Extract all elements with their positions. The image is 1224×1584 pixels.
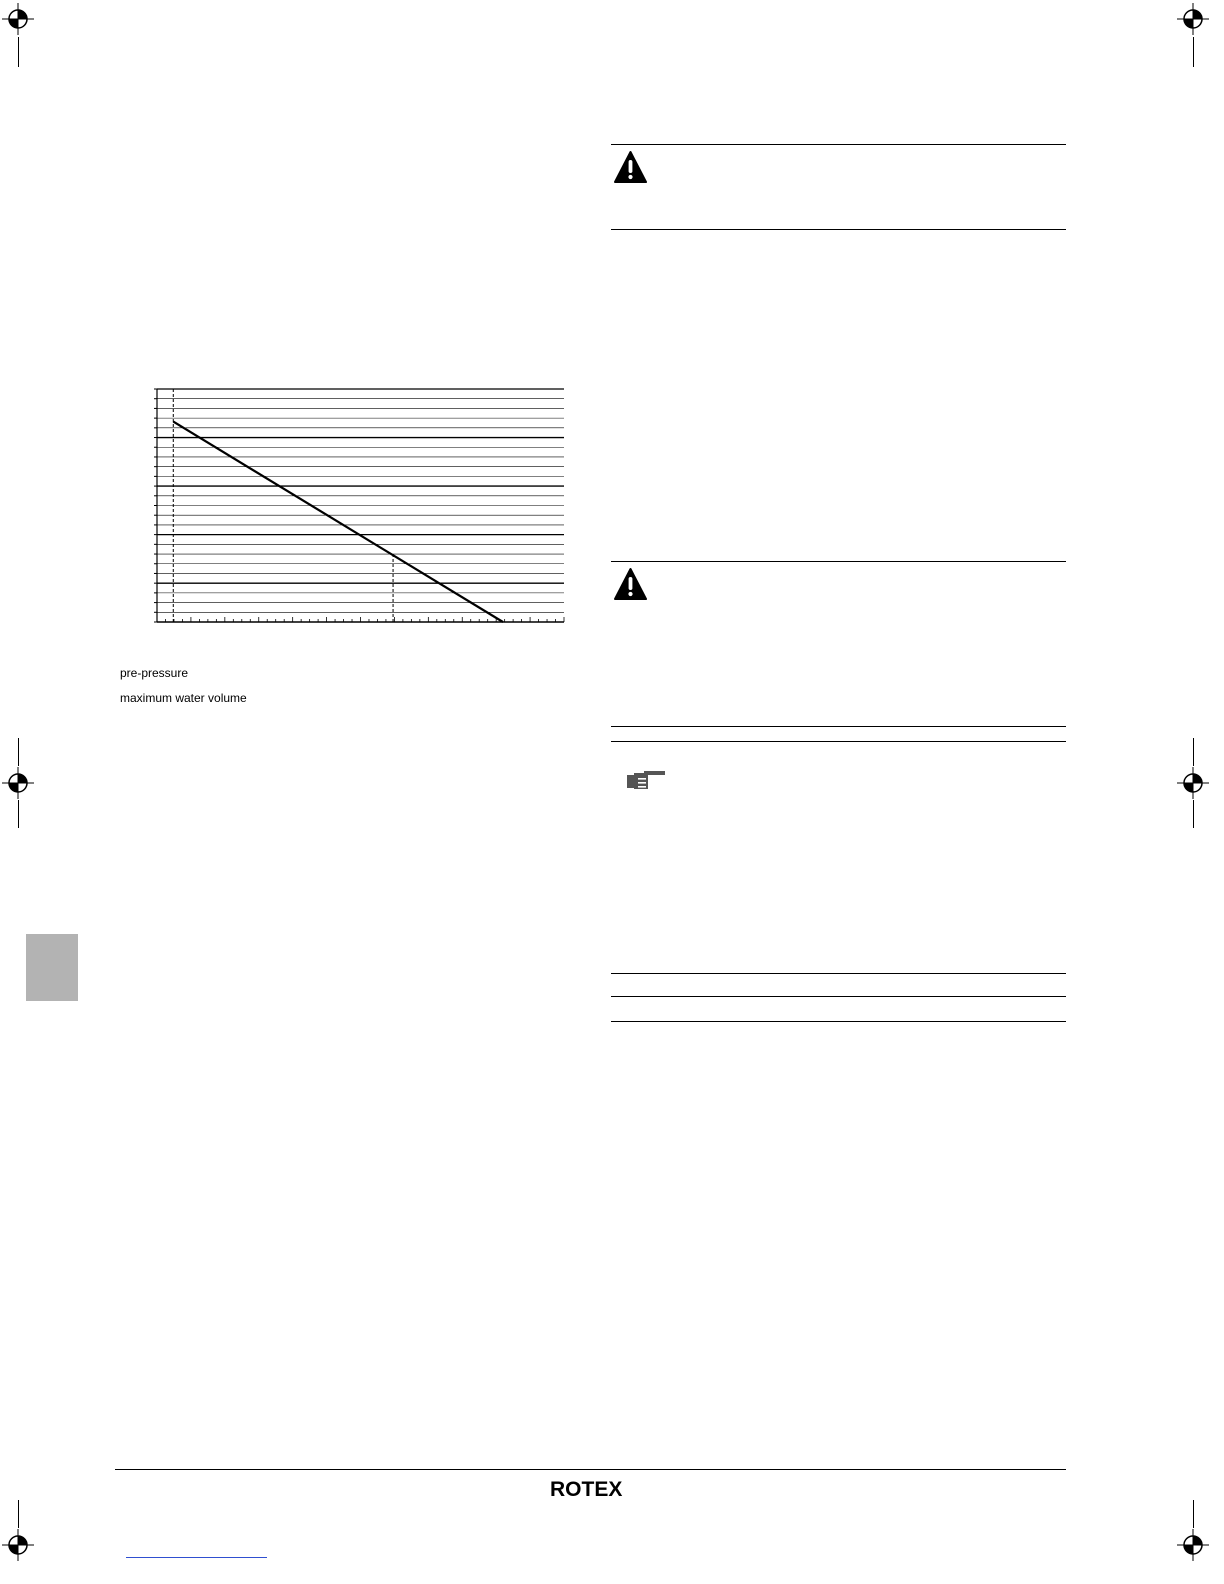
registration-mark-icon [1177,1529,1209,1561]
warning-box-top-rule [611,561,1066,562]
note-box-bottom-rule [611,973,1066,974]
crop-guide-line [18,1500,19,1528]
warning-box-bottom-rule [611,229,1066,230]
warning-box-bottom-rule [611,726,1066,727]
crop-guide-line [1193,800,1194,828]
legend-pre-pressure: pre-pressure [120,666,189,680]
warning-triangle-icon [613,567,648,601]
crop-guide-line [18,37,19,67]
warning-triangle-icon [613,150,648,184]
legend-maximum-water-volume: maximum water volume [120,691,247,705]
warning-box-top-rule [611,144,1066,145]
crop-guide-line [1193,738,1194,766]
chart-series-line [173,422,503,622]
table-rule [611,996,1066,997]
registration-mark-icon [1177,767,1209,799]
table-rule [611,1021,1066,1022]
pointing-hand-note-icon [626,769,666,793]
footer-rule [115,1469,1066,1470]
chart-grid [157,389,564,622]
crop-guide-line [1193,1500,1194,1528]
note-box-top-rule [611,741,1066,742]
pressure-volume-chart [148,383,568,628]
chapter-side-tab [26,934,78,1001]
crop-guide-line [1193,37,1194,67]
registration-mark-icon [2,1529,34,1561]
registration-mark-icon [2,3,34,35]
registration-mark-icon [1177,3,1209,35]
crop-guide-line [18,738,19,766]
chart-series [173,422,503,622]
registration-mark-icon [2,767,34,799]
rotex-logo: ROTEX [550,1478,623,1501]
crop-guide-line [18,800,19,828]
footer-link-underline[interactable] [126,1557,267,1558]
